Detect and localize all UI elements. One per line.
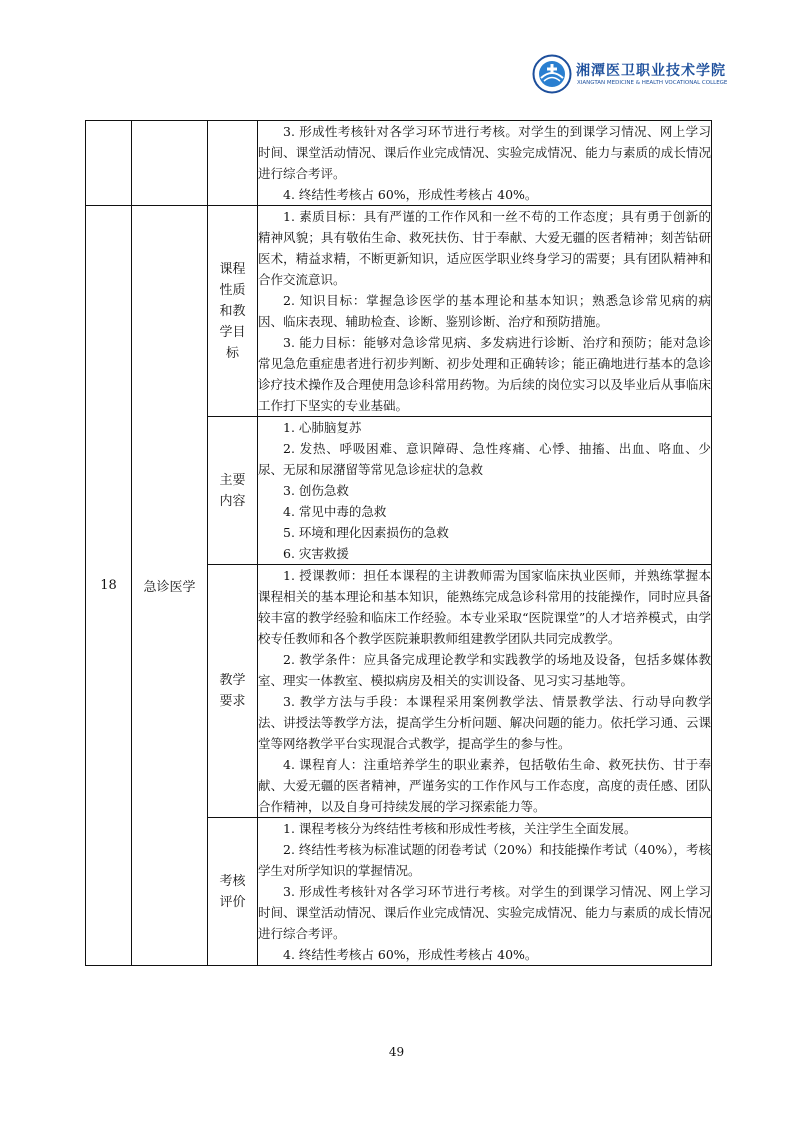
course-cell [132, 121, 208, 206]
table-row [86, 121, 712, 206]
list-item: 2. 发热、呼吸困难、意识障碍、急性疼痛、心悸、抽搐、出血、咯血、少尿、无尿和尿潴留等常见急诊症状的急救 [258, 441, 711, 477]
paragraph: 2. 终结性考核为标准试题的闭卷考试（20%）和技能操作考试（40%），考核学生对所学知识的掌握情况。 [258, 842, 711, 878]
section-body-content [258, 417, 712, 565]
paragraph: 2. 教学条件：应具备完成理论教学和实践教学的场地及设备，包括多媒体教室、理实一体教室、模拟病房及相关的实训设备、见习实习基地等。 [258, 652, 711, 688]
college-logo [532, 54, 732, 102]
paragraph: 3. 能力目标：能够对急诊常见病、多发病进行诊断、治疗和预防；能对急诊常见急危重症患者进行初步判断、初步处理和正确转诊；能正确地进行基本的急诊诊疗技术操作及合理使用急诊科常用药物。为后续的岗位实习以及毕业后从事临床工作打下坚实的专业基础。 [258, 335, 711, 413]
paragraph: 3. 形成性考核针对各学习环节进行考核。对学生的到课学习情况、网上学习时间、课堂活动情况、课后作业完成情况、实验完成情况、能力与素质的成长情况进行综合考评。 [258, 124, 711, 181]
paragraph: 1. 授课教师：担任本课程的主讲教师需为国家临床执业医师，并熟练掌握本课程相关的基本理论和基本知识，能熟练完成急诊科常用的技能操作，同时应具备较丰富的教学经验和临床工作经验。本专业采取“医院课堂”的人才培养模式，由学校专任教师和各个教学医院兼职教师组建教学团队共同完成教学。 [258, 568, 711, 646]
section-body-teaching [258, 565, 712, 818]
paragraph: 2. 知识目标：掌握急诊医学的基本理论和基本知识；熟悉急诊常见病的病因、临床表现、辅助检查、诊断、鉴别诊断、治疗和预防措施。 [258, 293, 711, 329]
paragraph: 4. 课程育人：注重培养学生的职业素养，包括敬佑生命、救死扶伤、甘于奉献、大爱无疆的医者精神，严谨务实的工作作风与工作态度，高度的责任感、团队合作精神，以及自身可持续发展的学习探索能力等。 [258, 757, 711, 814]
continued-assessment-cell [258, 121, 712, 206]
paragraph: 4. 终结性考核占 60%，形成性考核占 40%。 [283, 187, 538, 202]
college-name-en: XIANGTAN MEDICINE & HEALTH VOCATIONAL COLLEGE [577, 80, 728, 86]
course-name: 急诊医学 [132, 206, 208, 966]
section-label: 考核评价 [208, 818, 258, 966]
list-item: 4. 常见中毒的急救 [283, 504, 387, 519]
college-name-cn: 湘潭医卫职业技术学院 [576, 63, 726, 79]
section-label: 课程性质和教学目标 [208, 206, 258, 417]
section-label: 主要内容 [208, 417, 258, 565]
course-number: 18 [86, 206, 132, 966]
list-item: 5. 环境和理化因素损伤的急救 [283, 525, 449, 540]
list-item: 1. 心肺脑复苏 [283, 420, 362, 435]
section-body-assessment [258, 818, 712, 966]
college-emblem-icon [532, 54, 572, 94]
course-table [85, 120, 712, 966]
list-item: 3. 创伤急救 [283, 483, 349, 498]
paragraph: 1. 素质目标：具有严谨的工作作风和一丝不苟的工作态度；具有勇于创新的精神风貌；具有敬佑生命、救死扶伤、甘于奉献、大爱无疆的医者精神；刻苦钻研医术，精益求精，不断更新知识，适应医学职业终身学习的需要；具有团队精神和合作交流意识。 [258, 209, 711, 287]
list-item: 6. 灾害救援 [283, 546, 349, 561]
section-label-cell [208, 121, 258, 206]
paragraph: 3. 形成性考核针对各学习环节进行考核。对学生的到课学习情况、网上学习时间、课堂活动情况、课后作业完成情况、实验完成情况、能力与素质的成长情况进行综合考评。 [258, 884, 711, 941]
number-cell [86, 121, 132, 206]
section-label: 教学要求 [208, 565, 258, 818]
paragraph: 3. 教学方法与手段：本课程采用案例教学法、情景教学法、行动导向教学法、讲授法等教学方法，提高学生分析问题、解决问题的能力。依托学习通、云课堂等网络教学平台实现混合式教学，提高学生的参与性。 [258, 694, 711, 751]
paragraph: 4. 终结性考核占 60%，形成性考核占 40%。 [283, 947, 538, 962]
page-number: 49 [388, 1045, 405, 1059]
table-row [86, 206, 712, 417]
paragraph: 1. 课程考核分为终结性考核和形成性考核，关注学生全面发展。 [283, 821, 637, 836]
section-body-objectives [258, 206, 712, 417]
